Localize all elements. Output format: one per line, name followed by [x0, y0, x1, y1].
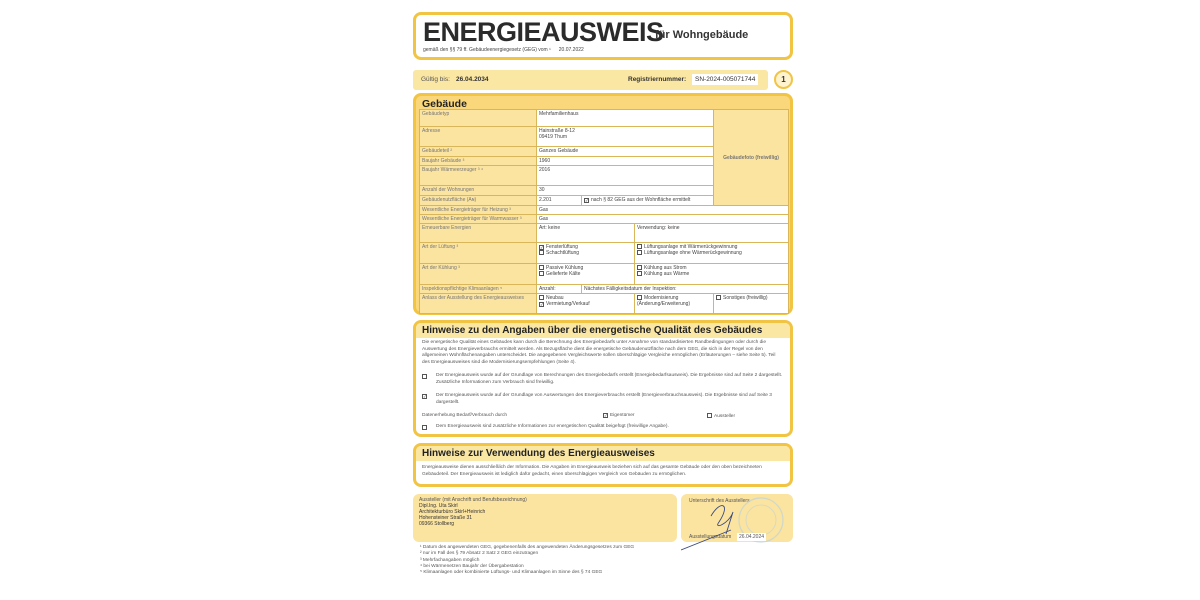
registration-label: Registriernummer: — [628, 76, 687, 83]
option: Neubau — [546, 295, 564, 301]
registration-number: SN-2024-005071744 — [692, 74, 758, 85]
renewable-use: Verwendung: keine — [635, 224, 789, 243]
ventilation-options-left — [537, 243, 635, 264]
issue-date: 26.04.2024 — [739, 534, 765, 540]
data-collection-row — [422, 413, 784, 420]
label: Anlass der Ausstellung des Energieausweises — [420, 294, 537, 314]
cooling-options-right — [635, 264, 789, 285]
signature-stamp-icon — [681, 494, 793, 554]
checkbox-checked[interactable]: ✓ — [585, 198, 589, 203]
option-text: Der Energieausweis wurde auf der Grundlage von Berechnungen des Energiebedarfs erstellt (Energiebedarfsausweis). Die Ergebnisse sind auf Seite 2 dargestellt. Zusätzliche Informationen zum Verbrauch sind freiwillig. — [436, 373, 783, 385]
value: 2.201 — [537, 196, 582, 206]
label: Wesentliche Energieträger für Warmwasser ³ — [420, 215, 537, 224]
option: Lüftungsanlage ohne Wärmerückgewinnung — [644, 250, 742, 256]
issuer-line: 09366 Stollberg — [419, 521, 455, 527]
checkbox[interactable] — [422, 425, 427, 430]
value: Gas — [537, 215, 789, 224]
value: 1960 — [537, 157, 714, 166]
quality-notes-section — [413, 320, 793, 437]
value: 30 — [537, 186, 714, 196]
label: Baujahr Gebäude ³ — [420, 157, 537, 166]
option: Sonstiges (freiwillig) — [723, 295, 768, 301]
footnote: ⁴ bei Wärmenetzen Baujahr der Übergabestation — [420, 563, 524, 569]
consumption-option — [422, 393, 784, 406]
checkbox-checked[interactable]: ✓ — [540, 302, 544, 307]
checkbox[interactable] — [637, 271, 642, 276]
renewable-type: Art: keine — [537, 224, 635, 243]
footnote: ⁵ Klimaanlagen oder kombinierte Lüftungs- und Klimaanlagen im Sinne des § 74 GEG — [420, 570, 603, 576]
reason-option-other — [714, 294, 789, 314]
reason-option-mod — [635, 294, 714, 314]
checkbox[interactable] — [637, 244, 642, 249]
issuer-box — [413, 494, 677, 542]
option: Kühlung aus Strom — [644, 265, 687, 271]
value: 2016 — [537, 166, 714, 186]
value: Mehrfamilienhaus — [537, 110, 714, 127]
label: Erneuerbare Energien — [420, 224, 537, 243]
label: Art der Lüftung ³ — [420, 243, 537, 264]
option-text: Dem Energieausweis sind zusätzliche Informationen zur energetischen Qualität beigefügt (freiwillige Angabe). — [436, 424, 669, 429]
label: Inspektionspflichtige Klimaanlagen ⁵ — [420, 285, 537, 294]
issuer-line: Hohensteiner Straße 31 — [419, 515, 473, 521]
label: Wesentliche Energieträger für Heizung ³ — [420, 206, 537, 215]
label: Gebäudenutzfläche (Aɴ) — [420, 196, 537, 206]
signature-box — [681, 494, 793, 542]
city: 09419 Thum — [539, 134, 567, 140]
footnote: ² nur im Fall des § 79 Absatz 2 Satz 2 GEG einzutragen — [420, 551, 539, 557]
checkbox[interactable] — [637, 265, 642, 270]
building-section — [413, 93, 793, 315]
signature-label: Unterschrift des Ausstellers — [689, 498, 750, 504]
ac-count: Anzahl: — [537, 285, 582, 294]
option: Fensterlüftung — [546, 244, 578, 250]
inspection-date: Nächstes Fälligkeitsdatum der Inspektion: — [582, 285, 789, 294]
section-heading: Gebäude — [422, 98, 467, 110]
option: Vermietung/Verkauf — [546, 301, 590, 307]
checkbox[interactable] — [422, 374, 427, 379]
option: Gelieferte Kälte — [546, 271, 581, 277]
checkbox[interactable] — [539, 265, 544, 270]
label: Adresse — [420, 127, 537, 147]
label: Art der Kühlung ³ — [420, 264, 537, 285]
usage-notes-section — [413, 443, 793, 487]
label: Baujahr Wärmeerzeuger ³ ⁴ — [420, 166, 537, 186]
valid-date: 26.04.2034 — [456, 76, 489, 83]
area-note — [582, 196, 714, 206]
note: nach § 82 GEG aus der Wohnfläche ermittelt — [591, 197, 691, 203]
intro-text: Die energetische Qualität eines Gebäudes kann durch die Berechnung des Energiebedarfs unter Annahme von standardisierten Randbedingungen oder durch die Auswertung des Energieverbrauchs ermittelt werden. Als Bezugsfläche dient die energetische Gebäudenutzfläche nach dem GEG, die sich in der Regel von den allgemeinen Wohnflächenangaben unterscheidet. Die angegebenen Vergleichswerte sollen überschlägige Vergleiche ermöglichen (Erläuterungen – siehe Seite 5). Teil des Energieausweises sind die Modernisierungsempfehlungen (Seite 4). — [422, 340, 776, 365]
law-date: 20.07.2022 — [558, 47, 584, 53]
label: Anzahl der Wohnungen — [420, 186, 537, 196]
value: Ganzes Gebäude — [537, 147, 714, 157]
data-label: Datenerhebung Bedarf/Verbrauch durch — [422, 413, 508, 418]
demand-option — [422, 373, 784, 386]
checkbox[interactable] — [539, 271, 544, 276]
label: Gebäudetyp — [420, 110, 537, 127]
building-photo-placeholder: Gebäudefoto (freiwillig) — [714, 110, 789, 206]
option: Passive Kühlung — [546, 265, 584, 271]
document-title: ENERGIEAUSWEIS — [423, 17, 664, 47]
extra-info-option — [422, 424, 784, 431]
law-reference — [423, 47, 584, 53]
issuer-label: Aussteller (mit Anschrift und Berufsbezeichnung) — [419, 497, 527, 503]
section-heading: Hinweise zur Verwendung des Energieausweises — [422, 448, 655, 459]
issuer-option: Aussteller — [714, 414, 736, 419]
checkbox[interactable] — [716, 295, 721, 300]
usage-text: Energieausweise dienen ausschließlich der Information. Die Angaben im Energieausweis beziehen sich auf das gesamte Gebäude oder den oben bezeichneten Gebäudeteil. Der Energieausweis ist lediglich dafür gedacht, einen überschlägigen Vergleich von Gebäuden zu ermöglichen. — [422, 465, 762, 477]
owner-option: Eigentümer — [610, 413, 635, 418]
option-text: Der Energieausweis wurde auf der Grundlage von Auswertungen des Energieverbrauchs erstellt (Energieverbrauchsausweis). Die Ergebnisse sind auf Seite 3 dargestellt. — [436, 393, 772, 405]
building-table — [419, 109, 789, 314]
checkbox-checked[interactable]: ✓ — [604, 413, 608, 418]
option: Modernisierung (Änderung/Erweiterung) — [637, 295, 691, 307]
label: Gebäudeteil ² — [420, 147, 537, 157]
option: Kühlung aus Wärme — [644, 271, 690, 277]
issuer-line: Dipl.Ing. Uta Skirl — [419, 503, 458, 509]
checkbox[interactable] — [707, 413, 712, 418]
section-heading: Hinweise zu den Angaben über die energetische Qualität des Gebäudes — [422, 325, 763, 336]
checkbox[interactable] — [637, 295, 642, 300]
checkbox-checked[interactable]: ✓ — [423, 394, 427, 399]
issue-date-label: Ausstellungsdatum — [689, 534, 732, 540]
address-value — [537, 127, 714, 147]
section-header — [416, 446, 790, 461]
cooling-options-left — [537, 264, 635, 285]
footnote: ³ Mehrfachangaben möglich — [420, 557, 480, 563]
title-box — [413, 12, 793, 60]
document-subtitle: für Wohngebäude — [655, 29, 749, 41]
checkbox-checked[interactable]: ✓ — [540, 245, 544, 250]
valid-label: Gültig bis: — [421, 76, 450, 83]
checkbox[interactable] — [539, 250, 544, 255]
checkbox[interactable] — [539, 295, 544, 300]
checkbox[interactable] — [637, 250, 642, 255]
page-number: 1 — [774, 70, 793, 89]
ventilation-options-right — [635, 243, 789, 264]
footnotes — [420, 545, 634, 576]
option: Schachtlüftung — [546, 250, 580, 256]
value: Gas — [537, 206, 789, 215]
option: Lüftungsanlage mit Wärmerückgewinnung — [644, 244, 738, 250]
footnote: ¹ Datum des angewendeten GEG, gegebenenfalls des angewendeten Änderungsgesetzes zum GEG — [420, 545, 635, 550]
section-header — [416, 323, 790, 338]
reason-options-left — [537, 294, 635, 314]
issuer-line: Architekturbüro Skirl+Heinrich — [419, 509, 486, 515]
street: Hainstraße 8-12 — [539, 128, 575, 134]
validity-bar — [413, 70, 768, 90]
law-text: gemäß den §§ 79 ff. Gebäudeenergiegesetz (GEG) vom ¹ — [423, 47, 551, 53]
